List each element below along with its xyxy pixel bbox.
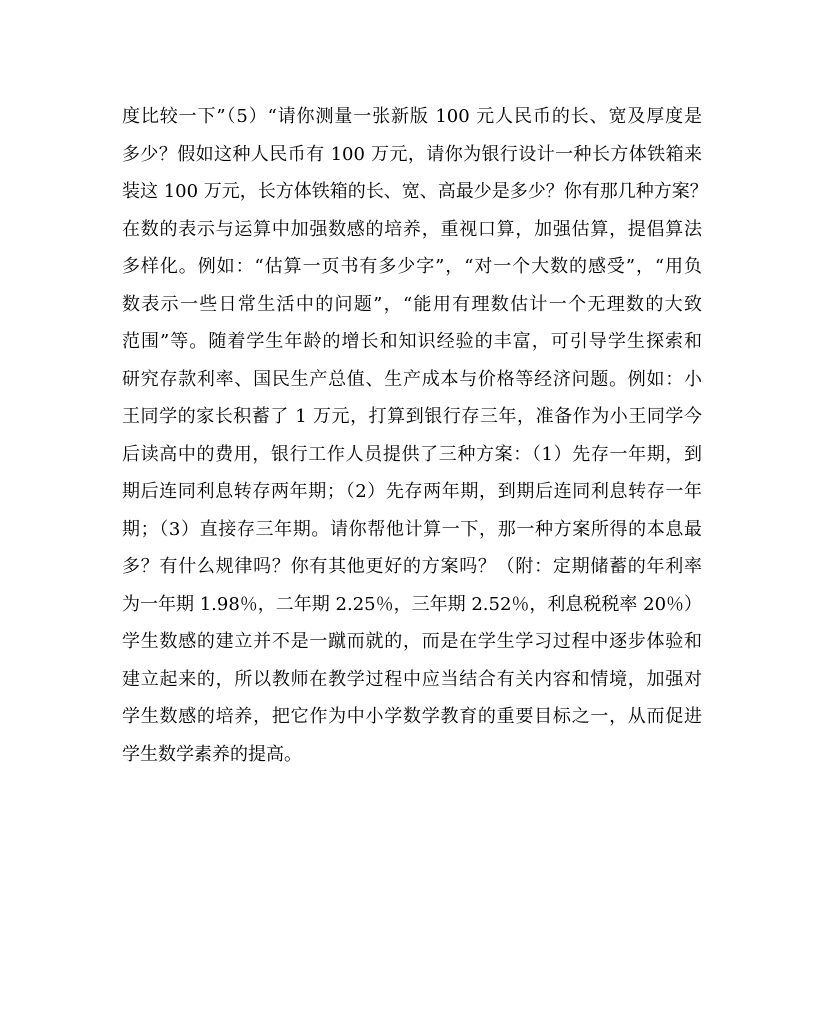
text-line: 学生数感的建立并不是一蹴而就的，而是在学生学习过程中逐步体验和: [122, 631, 702, 652]
text-line: 学生数学素养的提高。: [122, 743, 302, 765]
text-line: 学生数感的培养，把它作为中小学数学教育的重要目标之一，从而促进: [122, 706, 702, 727]
text-line: 数表示一些日常生活中的问题”，“能用有理数估计一个无理数的大致: [122, 293, 702, 315]
text-line: 多少？假如这种人民币有 100 万元，请你为银行设计一种长方体铁箱来: [122, 143, 702, 165]
text-line: 装这 100 万元，长方体铁箱的长、宽、高最少是多少？你有那几种方案？: [122, 181, 708, 202]
text-line: 建立起来的，所以教师在教学过程中应当结合有关内容和情境，加强对: [122, 668, 702, 690]
document-body: [122, 98, 708, 773]
text-line: 在数的表示与运算中加强数感的培养，重视口算，加强估算，提倡算法: [122, 218, 702, 240]
text-line: 多？有什么规律吗？你有其他更好的方案吗？（附：定期储蓄的年利率: [122, 556, 702, 577]
text-line: 多样化。例如：“估算一页书有多少字”，“对一个大数的感受”，“用负: [122, 256, 702, 277]
text-line: 王同学的家长积蓄了 1 万元，打算到银行存三年，准备作为小王同学今: [122, 406, 702, 427]
text-line: 后读高中的费用，银行工作人员提供了三种方案：（1）先存一年期，到: [122, 443, 702, 465]
text-line: 期；（3）直接存三年期。请你帮他计算一下，那一种方案所得的本息最: [122, 518, 702, 540]
text-line: 研究存款利率、国民生产总值、生产成本与价格等经济问题。例如：小: [122, 368, 702, 390]
text-line: 范围”等。随着学生年龄的增长和知识经验的丰富，可引导学生探索和: [122, 331, 702, 352]
text-line: 期后连同利息转存两年期；（2）先存两年期，到期后连同利息转存一年: [122, 481, 702, 502]
text-line: 度比较一下”（5）“请你测量一张新版 100 元人民币的长、宽及厚度是: [122, 106, 702, 127]
text-line: 为一年期 1.98％，二年期 2.25％，三年期 2.52％，利息税税率 20％）: [122, 593, 703, 615]
